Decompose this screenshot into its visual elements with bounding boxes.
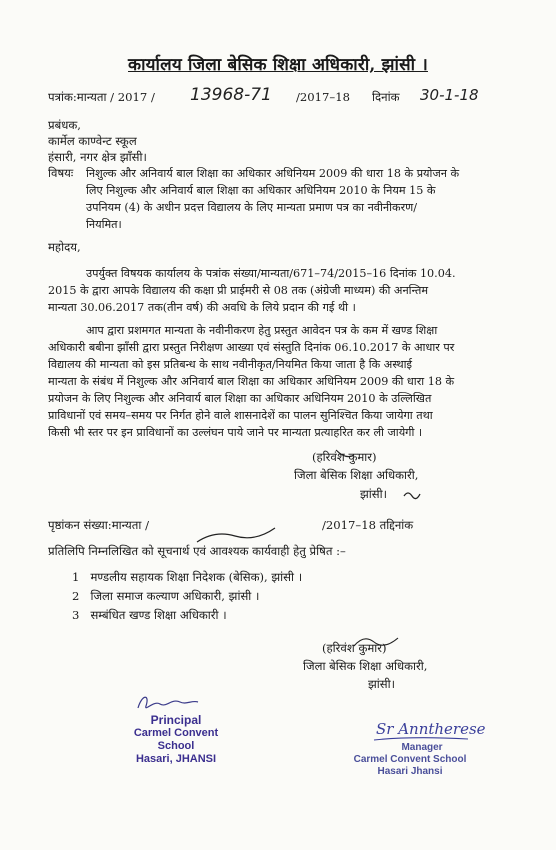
salutation: महोदय, bbox=[48, 240, 81, 254]
officer-signature-2 bbox=[350, 632, 410, 652]
signatory2-designation: जिला बेसिक शिक्षा अधिकारी, bbox=[303, 659, 428, 673]
handwritten-ref-number: 13968-71 bbox=[190, 85, 272, 105]
addressee-line3: हंसारी, नगर क्षेत्र झाँसी। bbox=[48, 150, 147, 164]
principal-stamp: Principal Carmel Convent School Hasari, JHANSI bbox=[133, 713, 219, 765]
endorsement-suffix: /2017–18 तद्दिनांक bbox=[322, 518, 414, 532]
addressee-line1: प्रबंधक, bbox=[48, 118, 81, 132]
manager-signature: Sr Anntherese bbox=[376, 720, 486, 738]
officer-signature-1 bbox=[316, 440, 436, 510]
endorsement-prefix: पृष्ठांकन संख्या:मान्यता / bbox=[48, 518, 149, 532]
subject-line3: उपनियम (4) के अधीन प्रदत्त विद्यालय के लिए मान्यता प्रमाण पत्र का नवीनीकरण/ bbox=[86, 201, 418, 214]
subject-line4: नियमित। bbox=[86, 218, 122, 231]
signatory2-place: झांसी। bbox=[368, 677, 396, 691]
subject-label: विषयः bbox=[48, 166, 74, 180]
para2-line5: प्रयोजन के लिए निशुल्क और अनिवार्य बाल शिक्षा का अधिकार अधिनियम 2010 के उल्लिखित bbox=[48, 392, 432, 405]
subject-line2: लिए निशुल्क और अनिवार्य बाल शिक्षा का अधिकार अधिनियम 2010 के नियम 15 के bbox=[86, 184, 436, 197]
para2-line3: विद्यालय की मान्यता को इस प्रतिबन्ध के साथ नवीनीकृत/नियमित किया जाता है कि अस्थाई bbox=[48, 358, 412, 371]
office-title: कार्यालय जिला बेसिक शिक्षा अधिकारी, झांसी । bbox=[128, 55, 428, 75]
ref-prefix: पत्रांक:मान्यता / 2017 / bbox=[48, 90, 155, 104]
para2-line4: मान्यता के संबंध में निशुल्क और अनिवार्य बाल शिक्षा का अधिकार अधिनियम 2009 की धारा 18 के bbox=[48, 375, 455, 388]
para2-line7: किसी भी स्तर पर इन प्राविधानों का उल्लंघन पाये जाने पर मान्यता प्रत्याहरित कर ली जायेगी । bbox=[48, 426, 423, 439]
endorsement-intro: प्रतिलिपि निम्नलिखित को सूचनार्थ एवं आवश्यक कार्यवाही हेतु प्रेषित :– bbox=[48, 544, 346, 558]
para1-line3: मान्यता 30.06.2017 तक(तीन वर्ष) की अवधि के लिये प्रदान की गई थी । bbox=[48, 301, 356, 314]
manager-stamp: Manager Carmel Convent School Hasari Jhansi bbox=[353, 742, 467, 777]
copy-list-item: 2 जिला समाज कल्याण अधिकारी, झांसी । bbox=[72, 589, 260, 603]
signatory1-place: झांसी। bbox=[360, 487, 388, 501]
signatory2-name: (हरिवंश कुमार) bbox=[322, 641, 387, 655]
addressee-line2: कार्मेल काण्वेन्ट स्कूल bbox=[48, 134, 137, 148]
copy-list-item: 3 सम्बंधित खण्ड शिक्षा अधिकारी । bbox=[72, 608, 227, 622]
copy-list-item: 1 मण्डलीय सहायक शिक्षा निदेशक (बेसिक), झांसी । bbox=[72, 570, 303, 584]
ref-year: /2017–18 bbox=[296, 90, 350, 104]
para2-line1: आप द्वारा प्रशमगत मान्यता के नवीनीकरण हेतु प्रस्तुत आवेदन पत्र के कम में खण्ड शिक्षा bbox=[86, 324, 438, 337]
handwritten-date: 30-1-18 bbox=[420, 86, 479, 104]
para1-line2: 2015 के द्वारा आपके विद्यालय की कक्षा प्री प्राईमरी से 08 तक (अंग्रेजी माध्यम) की अनन्तिम bbox=[48, 284, 429, 297]
ref-date-label: दिनांक bbox=[372, 90, 400, 104]
signatory1-designation: जिला बेसिक शिक्षा अधिकारी, bbox=[294, 468, 419, 482]
para1-line1: उपर्युक्त विषयक कार्यालय के पत्रांक संख्या/मान्यता/671–74/2015–16 दिनांक 10.04. bbox=[86, 267, 456, 280]
para2-line6: प्राविधानों एवं समय–समय पर निर्गत होने वाले शासनादेशें का पालन सुनिश्चित किया जायेगा तथा bbox=[48, 409, 433, 422]
subject-line1: निशुल्क और अनिवार्य बाल शिक्षा का अधिकार अधिनियम 2009 की धारा 18 के प्रयोजन के bbox=[86, 167, 460, 180]
para2-line2: अधिकारी बबीना झाँसी द्वारा प्रस्तुत निरीक्षण आख्या एवं संस्तुति दिनांक 06.10.2017 के आधार पर bbox=[48, 341, 455, 354]
signatory1-name: (हरिवंश कुमार) bbox=[312, 450, 377, 464]
